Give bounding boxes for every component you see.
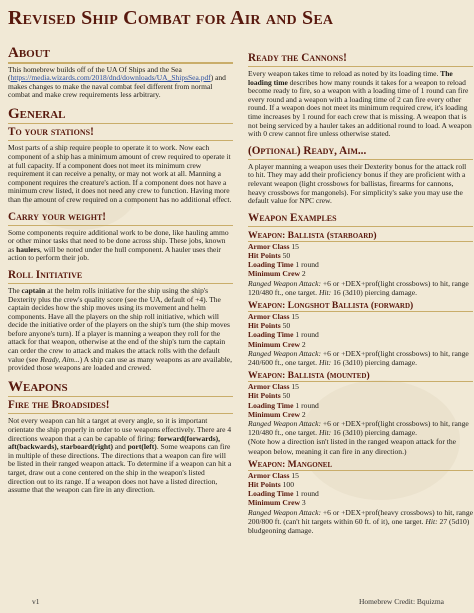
divider xyxy=(8,396,233,398)
attack-line xyxy=(248,279,473,297)
attack-text: +6 or +DEX+prof(heavy crossbows) to hit, range 200/800 ft. (can't hit targets within 60 ft. of it), one target. xyxy=(248,507,474,526)
carry-weight-heading: Carry your weight! xyxy=(8,211,233,226)
loading-time-line xyxy=(248,330,473,339)
attack-label: Ranged Weapon Attack: xyxy=(248,278,321,288)
roll-initiative-paragraph xyxy=(8,287,233,373)
armor-class-line xyxy=(248,382,473,391)
about-heading: About xyxy=(8,45,51,61)
stat-label: Loading Time xyxy=(248,260,294,270)
attack-label: Ranged Weapon Attack: xyxy=(248,418,321,428)
stat-value: 15 xyxy=(291,470,299,480)
hit-label: Hit: xyxy=(318,287,332,297)
stat-value: 1 round xyxy=(295,489,319,499)
stat-label: Minimum Crew xyxy=(248,498,300,508)
about-text-pre: This homebrew builds off of the UA Of Ships and the Sea ( xyxy=(8,64,182,83)
weapon-name: Weapon: Mangonel xyxy=(248,459,473,471)
hit-text: 16 (3d10) piercing damage. xyxy=(333,428,418,438)
broadsides-paragraph xyxy=(8,417,233,494)
stat-value: 1 round xyxy=(295,260,319,270)
weapon-name: Weapon: Longshot Ballista (forward) xyxy=(248,300,473,312)
weight-text-post: , will be noted under the hull component. A hauler uses their action to perform their job. xyxy=(8,244,221,263)
broadsides-text-pre: Not every weapon can hit a target at every angle, so it is important orientate the ship properly in order to use weapons effectively. There are 4 directions weapon that a can be capable of firing: xyxy=(8,416,232,443)
attack-text: +6 or +DEX+prof(light crossbows) to hit, range 120/480 ft., one target. xyxy=(248,278,469,297)
weapon-card xyxy=(248,459,473,535)
stat-label: Hit Points xyxy=(248,391,281,401)
roll-text-2: ) A ship can use as many weapons as are available, provided those weapons are loaded and crewed. xyxy=(8,354,232,373)
attack-line xyxy=(248,419,473,437)
broadsides-text-post: . Some weapons can fire in multiple of these directions. The directions that a weapon can fire will be listed in their ranged weapon attack. To determine if a weapon can hit a target, draw out a cone centered on the ship in the weapon's listed direction out to its range. If a weapon does not have a listed direction, assume that the weapon can fire in any direction. xyxy=(8,442,232,495)
hit-points-line xyxy=(248,321,473,330)
stat-label: Minimum Crew xyxy=(248,409,300,419)
weight-text-pre: Some components require additional work to be done, like hauling ammo or other minor tasks that need to be done across ship. These jobs, known as xyxy=(8,227,229,254)
hit-text: 16 (3d10) piercing damage. xyxy=(333,357,418,367)
direction-note: (Note how a direction isn't listed in the ranged weapon attack for the weapon below, meaning it can fire in any direction.) xyxy=(248,437,457,456)
about-paragraph xyxy=(8,66,233,100)
about-text-post: ) and makes changes to make the naval combat feel different from normal combat and make crew requirements less arbitrary. xyxy=(8,73,226,100)
stat-label: Minimum Crew xyxy=(248,269,300,279)
roll-initiative-heading: Roll Initiative xyxy=(8,269,233,284)
weapon-examples-heading: Weapon Examples xyxy=(248,212,473,227)
carry-weight-paragraph xyxy=(8,229,233,263)
cannons-paragraph xyxy=(248,70,473,139)
general-heading: General xyxy=(8,105,66,122)
stat-value: 50 xyxy=(282,321,291,331)
attack-label: Ranged Weapon Attack: xyxy=(248,348,321,358)
attack-line xyxy=(248,349,473,367)
stat-value: 15 xyxy=(291,241,299,251)
and-text: and xyxy=(113,442,128,452)
stat-label: Armor Class xyxy=(248,470,290,480)
loading-time-line xyxy=(248,401,473,410)
armor-class-line xyxy=(248,312,473,321)
captain-term: captain xyxy=(21,285,46,295)
hit-points-line xyxy=(248,480,473,489)
stat-label: Minimum Crew xyxy=(248,339,300,349)
hit-points-line xyxy=(248,391,473,400)
attack-label: Ranged Weapon Attack: xyxy=(248,507,321,517)
weapon-card xyxy=(248,370,473,456)
stat-value: 15 xyxy=(291,311,299,321)
weapon-card xyxy=(248,300,473,367)
attack-line xyxy=(248,508,473,536)
minimum-crew-line xyxy=(248,340,473,349)
ready-aim-heading: (Optional) Ready, Aim... xyxy=(248,145,473,160)
stat-label: Hit Points xyxy=(248,479,281,489)
weapons-heading: Weapons xyxy=(8,378,68,395)
page-title: Revised Ship Combat for Air and Sea xyxy=(8,7,334,29)
loading-time-line xyxy=(248,489,473,498)
haulers-term: haulers xyxy=(16,244,40,254)
divider xyxy=(8,123,233,125)
left-column xyxy=(8,45,233,495)
weapon-name: Weapon: Ballista (mounted) xyxy=(248,370,473,382)
ready-aim-reference: Ready, Aim... xyxy=(40,354,80,364)
hit-text: 27 (5d10) bludgeoning damage. xyxy=(248,516,470,535)
stat-label: Armor Class xyxy=(248,241,290,251)
weapon-card xyxy=(248,230,473,297)
stat-label: Hit Points xyxy=(248,321,281,331)
stat-value: 100 xyxy=(282,479,294,489)
stat-label: Loading Time xyxy=(248,400,294,410)
cannons-text-pre: Every weapon takes time to reload as noted by its loading time. xyxy=(248,69,441,78)
stat-value: 2 xyxy=(301,339,306,349)
roll-text-1: at the helm rolls initiative for the ship using the ship's Dexterity plus the crew's quality score (see the UA, default of +4). The captain decides how the ship moves using its movement and helm components. Have all the players on the ship roll initiative, which will decide the initiative order of the players on the ship's turn (the ship moves before anyone's turn). If a player is manning a weapon they roll for the attack for that weapon, otherwise at the end of the ship's turn the captain can order the crew to attack and makes the attack rolls with the default value (see xyxy=(8,285,230,364)
stat-label: Hit Points xyxy=(248,250,281,260)
loading-time-line xyxy=(248,260,473,269)
ready-aim-paragraph: A player manning a weapon uses their Dexterity bonus for the attack roll to hit. They may add their proficiency bonus if they are proficient with a relevant weapon (light crossbows for ballistas, firearms for cannons, heavy crossbows for mangonels). For simplicity's sake you may use the default value for NPC crew. xyxy=(248,161,467,206)
loading-time-term: The loading time xyxy=(248,69,453,87)
stat-label: Loading Time xyxy=(248,489,294,499)
hit-text: 16 (3d10) piercing damage. xyxy=(333,287,418,297)
minimum-crew-line xyxy=(248,498,473,507)
attack-text: +6 or +DEX+prof(light crossbows) to hit, range 240/600 ft., one target. xyxy=(248,348,469,367)
divider xyxy=(8,62,233,64)
armor-class-line xyxy=(248,471,473,480)
hit-points-line xyxy=(248,251,473,260)
stat-label: Loading Time xyxy=(248,330,294,340)
hit-label: Hit: xyxy=(425,516,438,526)
cannons-text-mid: describes how many rounds it takes for a weapon to reload become ready to fire, so a weapon with a loading time of 1 round can fire every round and a weapon with a loading time of 2 can fire every other round. If a weapon does not meet its minimum required crew, it's loading time increases by 1 round for each crew that is missing. A weapon that is not being serviced by a hauler takes an additional round to load. A weapon with 0 crew cannot fire unless otherwise stated. xyxy=(248,77,472,139)
stat-label: Armor Class xyxy=(248,382,290,392)
version-footer: v1 xyxy=(32,597,40,606)
attack-text: +6 or +DEX+prof(light crossbows) to hit, range 120/480 ft., one target. xyxy=(248,418,469,438)
ua-pdf-link[interactable]: https://media.wizards.com/2018/dnd/downloads/UA_ShipsSea.pdf xyxy=(10,73,211,83)
directions-term: forward(forwards), aft(backwards), starboard(right) xyxy=(8,433,221,452)
weapon-name: Weapon: Ballista (starboard) xyxy=(248,230,473,242)
stations-paragraph: Most parts of a ship require people to operate it to work. Now each component of a ship has a minimum amount of crew required to operate it at full capacity. If a component does not meet its minimum crew requirement it can receive a penalty, or may not work at all. Manning a component requires the creature's action. If a component does not have a minimum crew listed, it does not need any crew to function. Having more than the amount of crew required on a component has no additional effect. xyxy=(8,143,232,204)
right-column xyxy=(248,52,473,538)
weapon-list xyxy=(248,230,473,535)
minimum-crew-line xyxy=(248,410,473,419)
armor-class-line xyxy=(248,242,473,251)
stat-value: 1 round xyxy=(295,330,319,340)
stat-value: 3 xyxy=(301,498,306,508)
stat-value: 2 xyxy=(301,269,306,279)
hit-label: Hit: xyxy=(318,357,332,367)
cannons-heading: Ready the Cannons! xyxy=(248,52,473,67)
roll-text-pre: The xyxy=(8,285,22,295)
stat-value: 2 xyxy=(301,409,306,419)
stat-value: 15 xyxy=(291,382,299,392)
stat-label: Armor Class xyxy=(248,311,290,321)
stat-value: 50 xyxy=(282,250,291,260)
stat-value: 1 round xyxy=(295,400,319,410)
broadsides-heading: Fire the Broadsides! xyxy=(8,399,233,414)
port-term: port(left) xyxy=(127,442,157,452)
stat-value: 50 xyxy=(282,391,291,401)
credit-footer: Homebrew Credit: Bquizma xyxy=(359,597,444,606)
minimum-crew-line xyxy=(248,269,473,278)
hit-label: Hit: xyxy=(318,428,332,438)
stations-heading: To your stations! xyxy=(8,126,233,141)
